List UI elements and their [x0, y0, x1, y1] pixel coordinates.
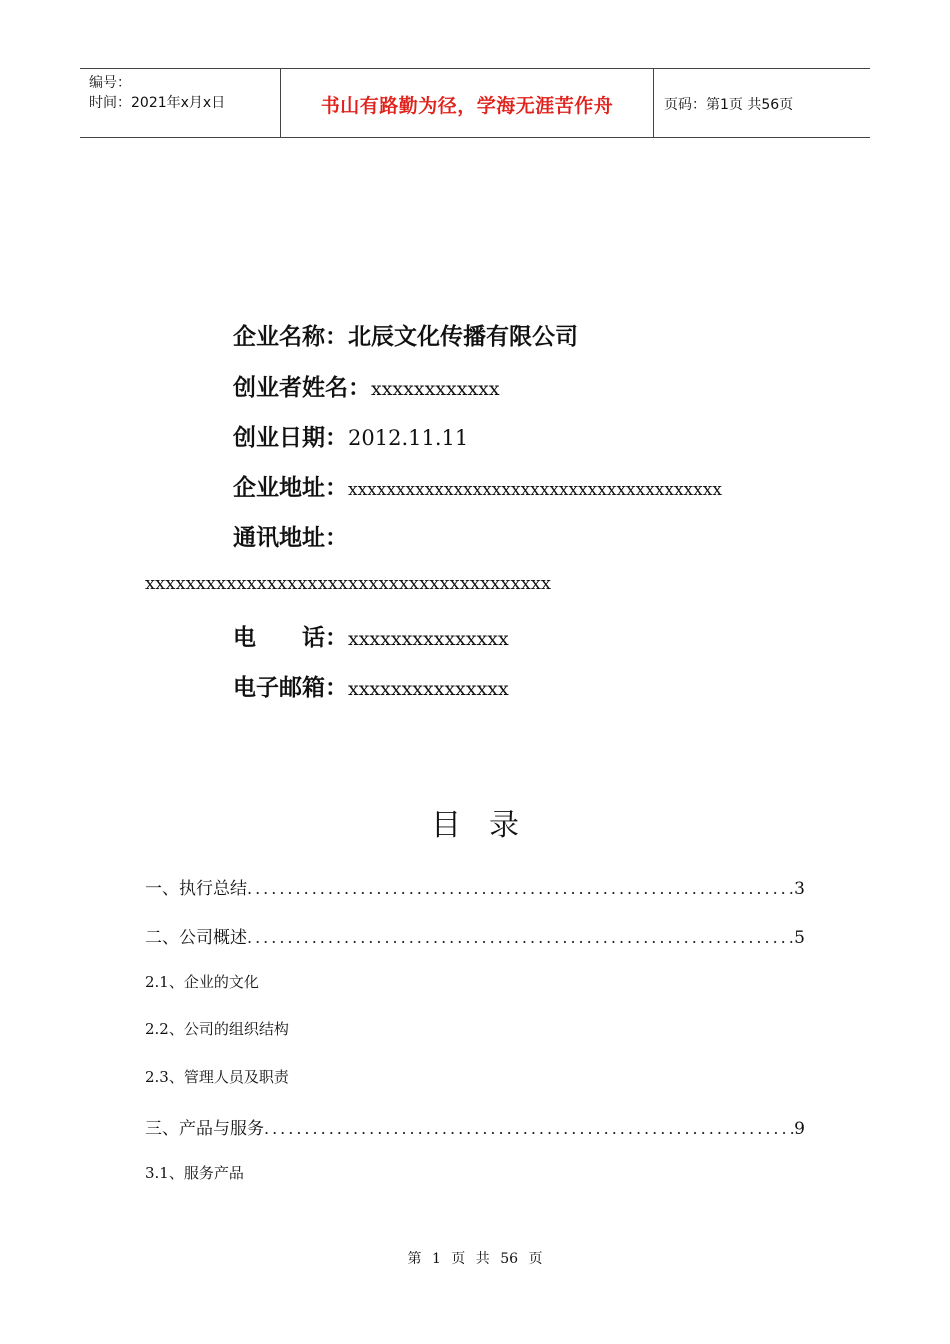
- mailing-address-label-line: [233, 519, 348, 552]
- toc-entry-page: 3: [794, 879, 805, 899]
- toc-subentry-label: 、企业的文化: [168, 973, 259, 991]
- header-cell-motto: [281, 69, 654, 137]
- header-motto: 书山有路勤为径，学海无涯苦作舟: [320, 95, 614, 117]
- document-number: 编号：: [89, 75, 131, 91]
- mailing-address-label: 通讯地址：: [233, 525, 348, 551]
- toc-entry[interactable]: [145, 1114, 805, 1139]
- toc-entry[interactable]: [145, 923, 805, 948]
- toc-entry-label: 三、产品与服务: [145, 1119, 264, 1139]
- toc-subentry-number: 2.2: [145, 1020, 169, 1038]
- founder-line: [233, 369, 500, 402]
- toc-entry-label: 二、公司概述: [145, 928, 247, 948]
- header-cell-meta: [80, 69, 281, 137]
- founding-date-line: [233, 419, 468, 452]
- document-time: 时间：2021年x月x日: [89, 95, 226, 111]
- founding-date-label: 创业日期：: [233, 425, 348, 451]
- toc-subentry[interactable]: [145, 1066, 289, 1087]
- toc-subentry[interactable]: [145, 1018, 289, 1039]
- founding-date-value: 2012.11.11: [348, 426, 469, 450]
- toc-entry-page: 9: [794, 1119, 805, 1139]
- phone-label: 电 话：: [233, 625, 348, 651]
- header-table: [80, 68, 870, 138]
- email-label: 电子邮箱：: [233, 675, 348, 701]
- header-page-number: 页码：第1页 共56页: [664, 97, 794, 113]
- toc-subentry[interactable]: [145, 1162, 244, 1183]
- toc-entry-label: 一、执行总结: [145, 879, 247, 899]
- mailing-address-value: xxxxxxxxxxxxxxxxxxxxxxxxxxxxxxxxxxxxxxxx: [145, 573, 552, 594]
- toc-subentry-label: 、公司的组织结构: [168, 1020, 289, 1038]
- toc-subentry-label: 、管理人员及职责: [168, 1068, 289, 1086]
- company-address-line: [233, 469, 722, 502]
- toc-title: 目录: [431, 808, 547, 843]
- toc-leader-dots: [247, 879, 794, 898]
- toc-entry[interactable]: [145, 874, 805, 899]
- header-cell-page: [654, 69, 870, 137]
- toc-subentry-number: 2.1: [145, 973, 169, 991]
- company-name-line: [233, 318, 578, 351]
- email-line: [233, 669, 509, 702]
- founder-label: 创业者姓名：: [233, 375, 371, 401]
- phone-value: xxxxxxxxxxxxxxx: [348, 628, 509, 650]
- company-name-label: 企业名称：: [233, 324, 348, 350]
- mailing-address-value-line: [145, 569, 551, 595]
- toc-leader-dots: [264, 1119, 794, 1138]
- toc-entry-page: 5: [794, 928, 805, 948]
- company-address-value: xxxxxxxxxxxxxxxxxxxxxxxxxxxxxxxxxxxxxxx: [348, 480, 722, 500]
- toc-leader-dots: [247, 928, 794, 947]
- toc-subentry[interactable]: [145, 971, 259, 992]
- toc-subentry-number: 3.1: [145, 1164, 169, 1182]
- toc-subentry-number: 2.3: [145, 1068, 169, 1086]
- founder-value: xxxxxxxxxxxx: [371, 378, 500, 400]
- company-name-value: 北辰文化传播有限公司: [348, 324, 578, 350]
- company-address-label: 企业地址：: [233, 475, 348, 501]
- email-value: xxxxxxxxxxxxxxx: [348, 678, 509, 700]
- toc-subentry-label: 、服务产品: [168, 1164, 244, 1182]
- phone-line: [233, 619, 509, 652]
- page-footer: 第 1 页 共 56 页: [407, 1251, 543, 1267]
